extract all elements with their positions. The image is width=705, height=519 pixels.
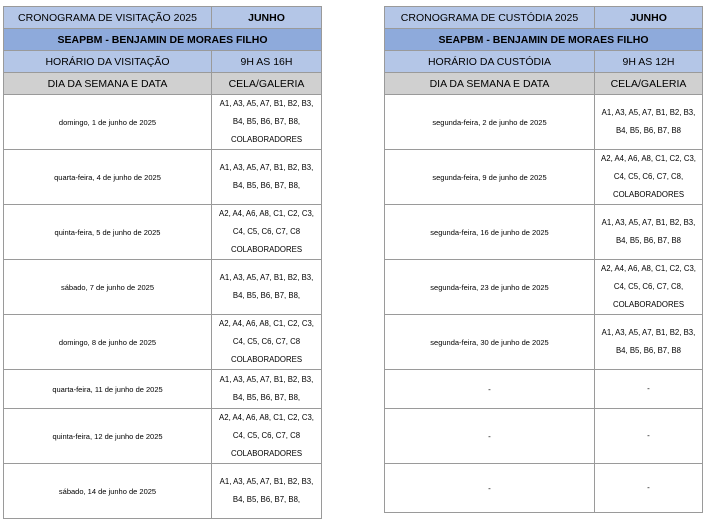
- table-row: [4, 409, 322, 464]
- custody-row-cells: [595, 150, 703, 205]
- visitation-row-cells: [212, 95, 322, 150]
- visitation-schedule-table: [3, 6, 322, 519]
- table-row: [4, 95, 322, 150]
- visitation-row-cells: [212, 409, 322, 464]
- table-row: [4, 150, 322, 205]
- custody-col-cells-header: CELA/GALERIA: [595, 73, 703, 95]
- custody-schedule-time: 9H AS 12H: [595, 51, 703, 73]
- table-row: [385, 315, 703, 370]
- cell-group-line: C4, C5, C6, C7, C8: [232, 337, 301, 346]
- visitation-rows: [4, 95, 322, 519]
- cell-group-line: A2, A4, A6, A8, C1, C2, C3,: [601, 154, 696, 163]
- cell-group-line: COLABORADORES: [612, 300, 685, 309]
- custody-month: JUNHO: [595, 7, 703, 29]
- custody-row-date: segunda-feira, 30 de junho de 2025: [385, 315, 595, 370]
- table-row: [4, 370, 322, 409]
- custody-row-cells: [595, 95, 703, 150]
- visitation-col-cells-header: CELA/GALERIA: [212, 73, 322, 95]
- visitation-row-date: sábado, 7 de junho de 2025: [4, 260, 212, 315]
- cell-group-line: A2, A4, A6, A8, C1, C2, C3,: [219, 413, 314, 422]
- table-row: [385, 409, 703, 464]
- table-row: [385, 95, 703, 150]
- custody-row-date: segunda-feira, 9 de junho de 2025: [385, 150, 595, 205]
- table-row: [385, 150, 703, 205]
- custody-row-cells: [595, 370, 703, 409]
- cell-group-line: -: [647, 431, 650, 440]
- cell-group-line: COLABORADORES: [612, 190, 685, 199]
- cell-group-line: A1, A3, A5, A7, B1, B2, B3,: [219, 273, 314, 282]
- visitation-title: CRONOGRAMA DE VISITAÇÃO 2025: [4, 7, 212, 29]
- cell-group-line: B4, B5, B6, B7, B8,: [232, 291, 301, 300]
- cell-group-line: COLABORADORES: [230, 135, 303, 144]
- table-row: [4, 260, 322, 315]
- custody-row-cells: [595, 260, 703, 315]
- custody-row-date: -: [385, 409, 595, 464]
- cell-group-line: A2, A4, A6, A8, C1, C2, C3,: [219, 209, 314, 218]
- cell-group-line: B4, B5, B6, B7, B8: [615, 236, 681, 245]
- custody-row-date: segunda-feira, 2 de junho de 2025: [385, 95, 595, 150]
- cell-group-line: B4, B5, B6, B7, B8,: [232, 393, 301, 402]
- table-row: [385, 370, 703, 409]
- cell-group-line: COLABORADORES: [230, 449, 303, 458]
- visitation-row-cells: [212, 150, 322, 205]
- custody-schedule-table: [384, 6, 703, 513]
- cell-group-line: B4, B5, B6, B7, B8,: [232, 495, 301, 504]
- visitation-row-date: quarta-feira, 4 de junho de 2025: [4, 150, 212, 205]
- visitation-row-date: domingo, 1 de junho de 2025: [4, 95, 212, 150]
- visitation-unit: SEAPBM - BENJAMIN DE MORAES FILHO: [4, 29, 322, 51]
- visitation-schedule-time: 9H AS 16H: [212, 51, 322, 73]
- custody-row-cells: [595, 315, 703, 370]
- visitation-row-date: quinta-feira, 5 de junho de 2025: [4, 205, 212, 260]
- visitation-row-date: quinta-feira, 12 de junho de 2025: [4, 409, 212, 464]
- cell-group-line: A1, A3, A5, A7, B1, B2, B3,: [601, 108, 696, 117]
- visitation-row-cells: [212, 464, 322, 519]
- custody-unit: SEAPBM - BENJAMIN DE MORAES FILHO: [385, 29, 703, 51]
- visitation-row-date: domingo, 8 de junho de 2025: [4, 315, 212, 370]
- custody-row-cells: [595, 464, 703, 513]
- custody-col-date-header: DIA DA SEMANA E DATA: [385, 73, 595, 95]
- cell-group-line: A1, A3, A5, A7, B1, B2, B3,: [601, 328, 696, 337]
- custody-row-cells: [595, 205, 703, 260]
- cell-group-line: A1, A3, A5, A7, B1, B2, B3,: [219, 477, 314, 486]
- cell-group-line: COLABORADORES: [230, 355, 303, 364]
- custody-row-date: -: [385, 370, 595, 409]
- custody-row-date: segunda-feira, 23 de junho de 2025: [385, 260, 595, 315]
- visitation-row-cells: [212, 370, 322, 409]
- custody-title: CRONOGRAMA DE CUSTÓDIA 2025: [385, 7, 595, 29]
- cell-group-line: A1, A3, A5, A7, B1, B2, B3,: [219, 375, 314, 384]
- table-row: [4, 464, 322, 519]
- table-row: [385, 464, 703, 513]
- visitation-row-cells: [212, 260, 322, 315]
- cell-group-line: COLABORADORES: [230, 245, 303, 254]
- custody-schedule-label: HORÁRIO DA CUSTÓDIA: [385, 51, 595, 73]
- custody-rows: [385, 95, 703, 513]
- custody-row-date: -: [385, 464, 595, 513]
- cell-group-line: C4, C5, C6, C7, C8: [232, 431, 301, 440]
- table-row: [4, 205, 322, 260]
- visitation-month: JUNHO: [212, 7, 322, 29]
- cell-group-line: C4, C5, C6, C7, C8,: [613, 282, 684, 291]
- cell-group-line: -: [647, 483, 650, 492]
- cell-group-line: B4, B5, B6, B7, B8: [615, 126, 681, 135]
- visitation-row-cells: [212, 205, 322, 260]
- table-row: [4, 315, 322, 370]
- cell-group-line: -: [647, 384, 650, 393]
- custody-row-date: segunda-feira, 16 de junho de 2025: [385, 205, 595, 260]
- cell-group-line: A1, A3, A5, A7, B1, B2, B3,: [219, 163, 314, 172]
- cell-group-line: A1, A3, A5, A7, B1, B2, B3,: [219, 99, 314, 108]
- visitation-schedule-label: HORÁRIO DA VISITAÇÃO: [4, 51, 212, 73]
- cell-group-line: B4, B5, B6, B7, B8,: [232, 181, 301, 190]
- cell-group-line: B4, B5, B6, B7, B8: [615, 346, 681, 355]
- cell-group-line: C4, C5, C6, C7, C8: [232, 227, 301, 236]
- visitation-col-date-header: DIA DA SEMANA E DATA: [4, 73, 212, 95]
- table-row: [385, 205, 703, 260]
- custody-row-cells: [595, 409, 703, 464]
- visitation-row-date: quarta-feira, 11 de junho de 2025: [4, 370, 212, 409]
- cell-group-line: A1, A3, A5, A7, B1, B2, B3,: [601, 218, 696, 227]
- cell-group-line: A2, A4, A6, A8, C1, C2, C3,: [601, 264, 696, 273]
- visitation-row-cells: [212, 315, 322, 370]
- visitation-row-date: sábado, 14 de junho de 2025: [4, 464, 212, 519]
- cell-group-line: B4, B5, B6, B7, B8,: [232, 117, 301, 126]
- table-row: [385, 260, 703, 315]
- cell-group-line: C4, C5, C6, C7, C8,: [613, 172, 684, 181]
- cell-group-line: A2, A4, A6, A8, C1, C2, C3,: [219, 319, 314, 328]
